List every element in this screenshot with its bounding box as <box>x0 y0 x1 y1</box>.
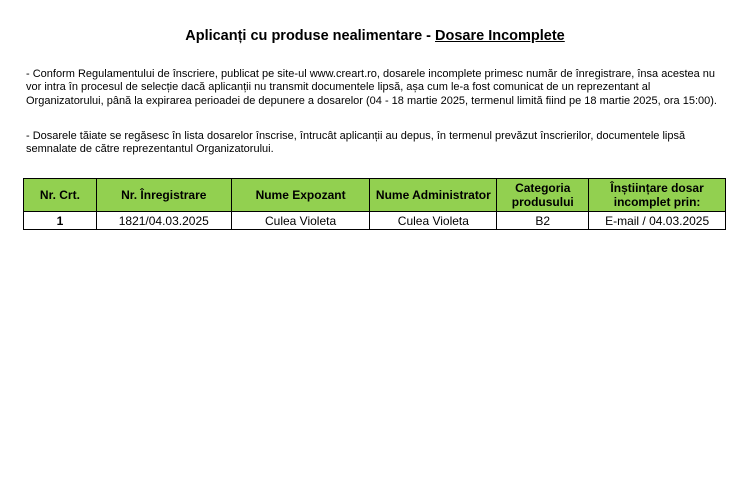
cell-categoria-produsului: B2 <box>497 212 589 230</box>
cell-nr-inregistrare: 1821/04.03.2025 <box>96 212 231 230</box>
table-header-row <box>24 179 726 212</box>
header-instiintare: Înștiințare dosar incomplet prin: <box>589 179 726 212</box>
cell-nume-expozant: Culea Violeta <box>231 212 370 230</box>
incomplete-files-table <box>23 178 726 230</box>
cell-nr-crt: 1 <box>24 212 97 230</box>
cell-instiintare: E-mail / 04.03.2025 <box>589 212 726 230</box>
header-categoria-produsului: Categoria produsului <box>497 179 589 212</box>
title-main-text: Aplicanți cu produse nealimentare - <box>185 28 436 44</box>
note-registration-rules <box>26 68 726 108</box>
title-underlined-text: Dosare Incomplete <box>435 28 565 44</box>
header-nr-inregistrare: Nr. Înregistrare <box>96 179 231 212</box>
table-row <box>24 212 726 230</box>
note-crossed-files <box>26 130 726 157</box>
note-2-text: - Dosarele tăiate se regăsesc în lista dosarelor înscrise, întrucât aplicanții au depus, în termenul prevăzut înscrierilor, documentele lipsă semnalate de către reprezentantul Organizatorului. <box>26 130 686 156</box>
header-nume-expozant: Nume Expozant <box>231 179 370 212</box>
note-1-text: - Conform Regulamentului de înscriere, publicat pe site-ul www.creart.ro, dosarele incomplete primesc număr de înregistrare, însa acestea nu vor intra în procesul de selecție dacă aplicanții nu transmit documentele lipsă, așa cum le-a fost comunicat de un reprezentant al Organizatorului, până la expirarea perioadei de depunere a dosarelor (04 - 18 martie 2025, termenul limită fiind pe 18 martie 2025, ora 15:00). <box>26 68 717 107</box>
page-title <box>0 27 750 45</box>
cell-nume-administrator: Culea Violeta <box>370 212 497 230</box>
header-nr-crt: Nr. Crt. <box>24 179 97 212</box>
header-nume-administrator: Nume Administrator <box>370 179 497 212</box>
table-body <box>24 212 726 230</box>
table-header <box>24 179 726 212</box>
